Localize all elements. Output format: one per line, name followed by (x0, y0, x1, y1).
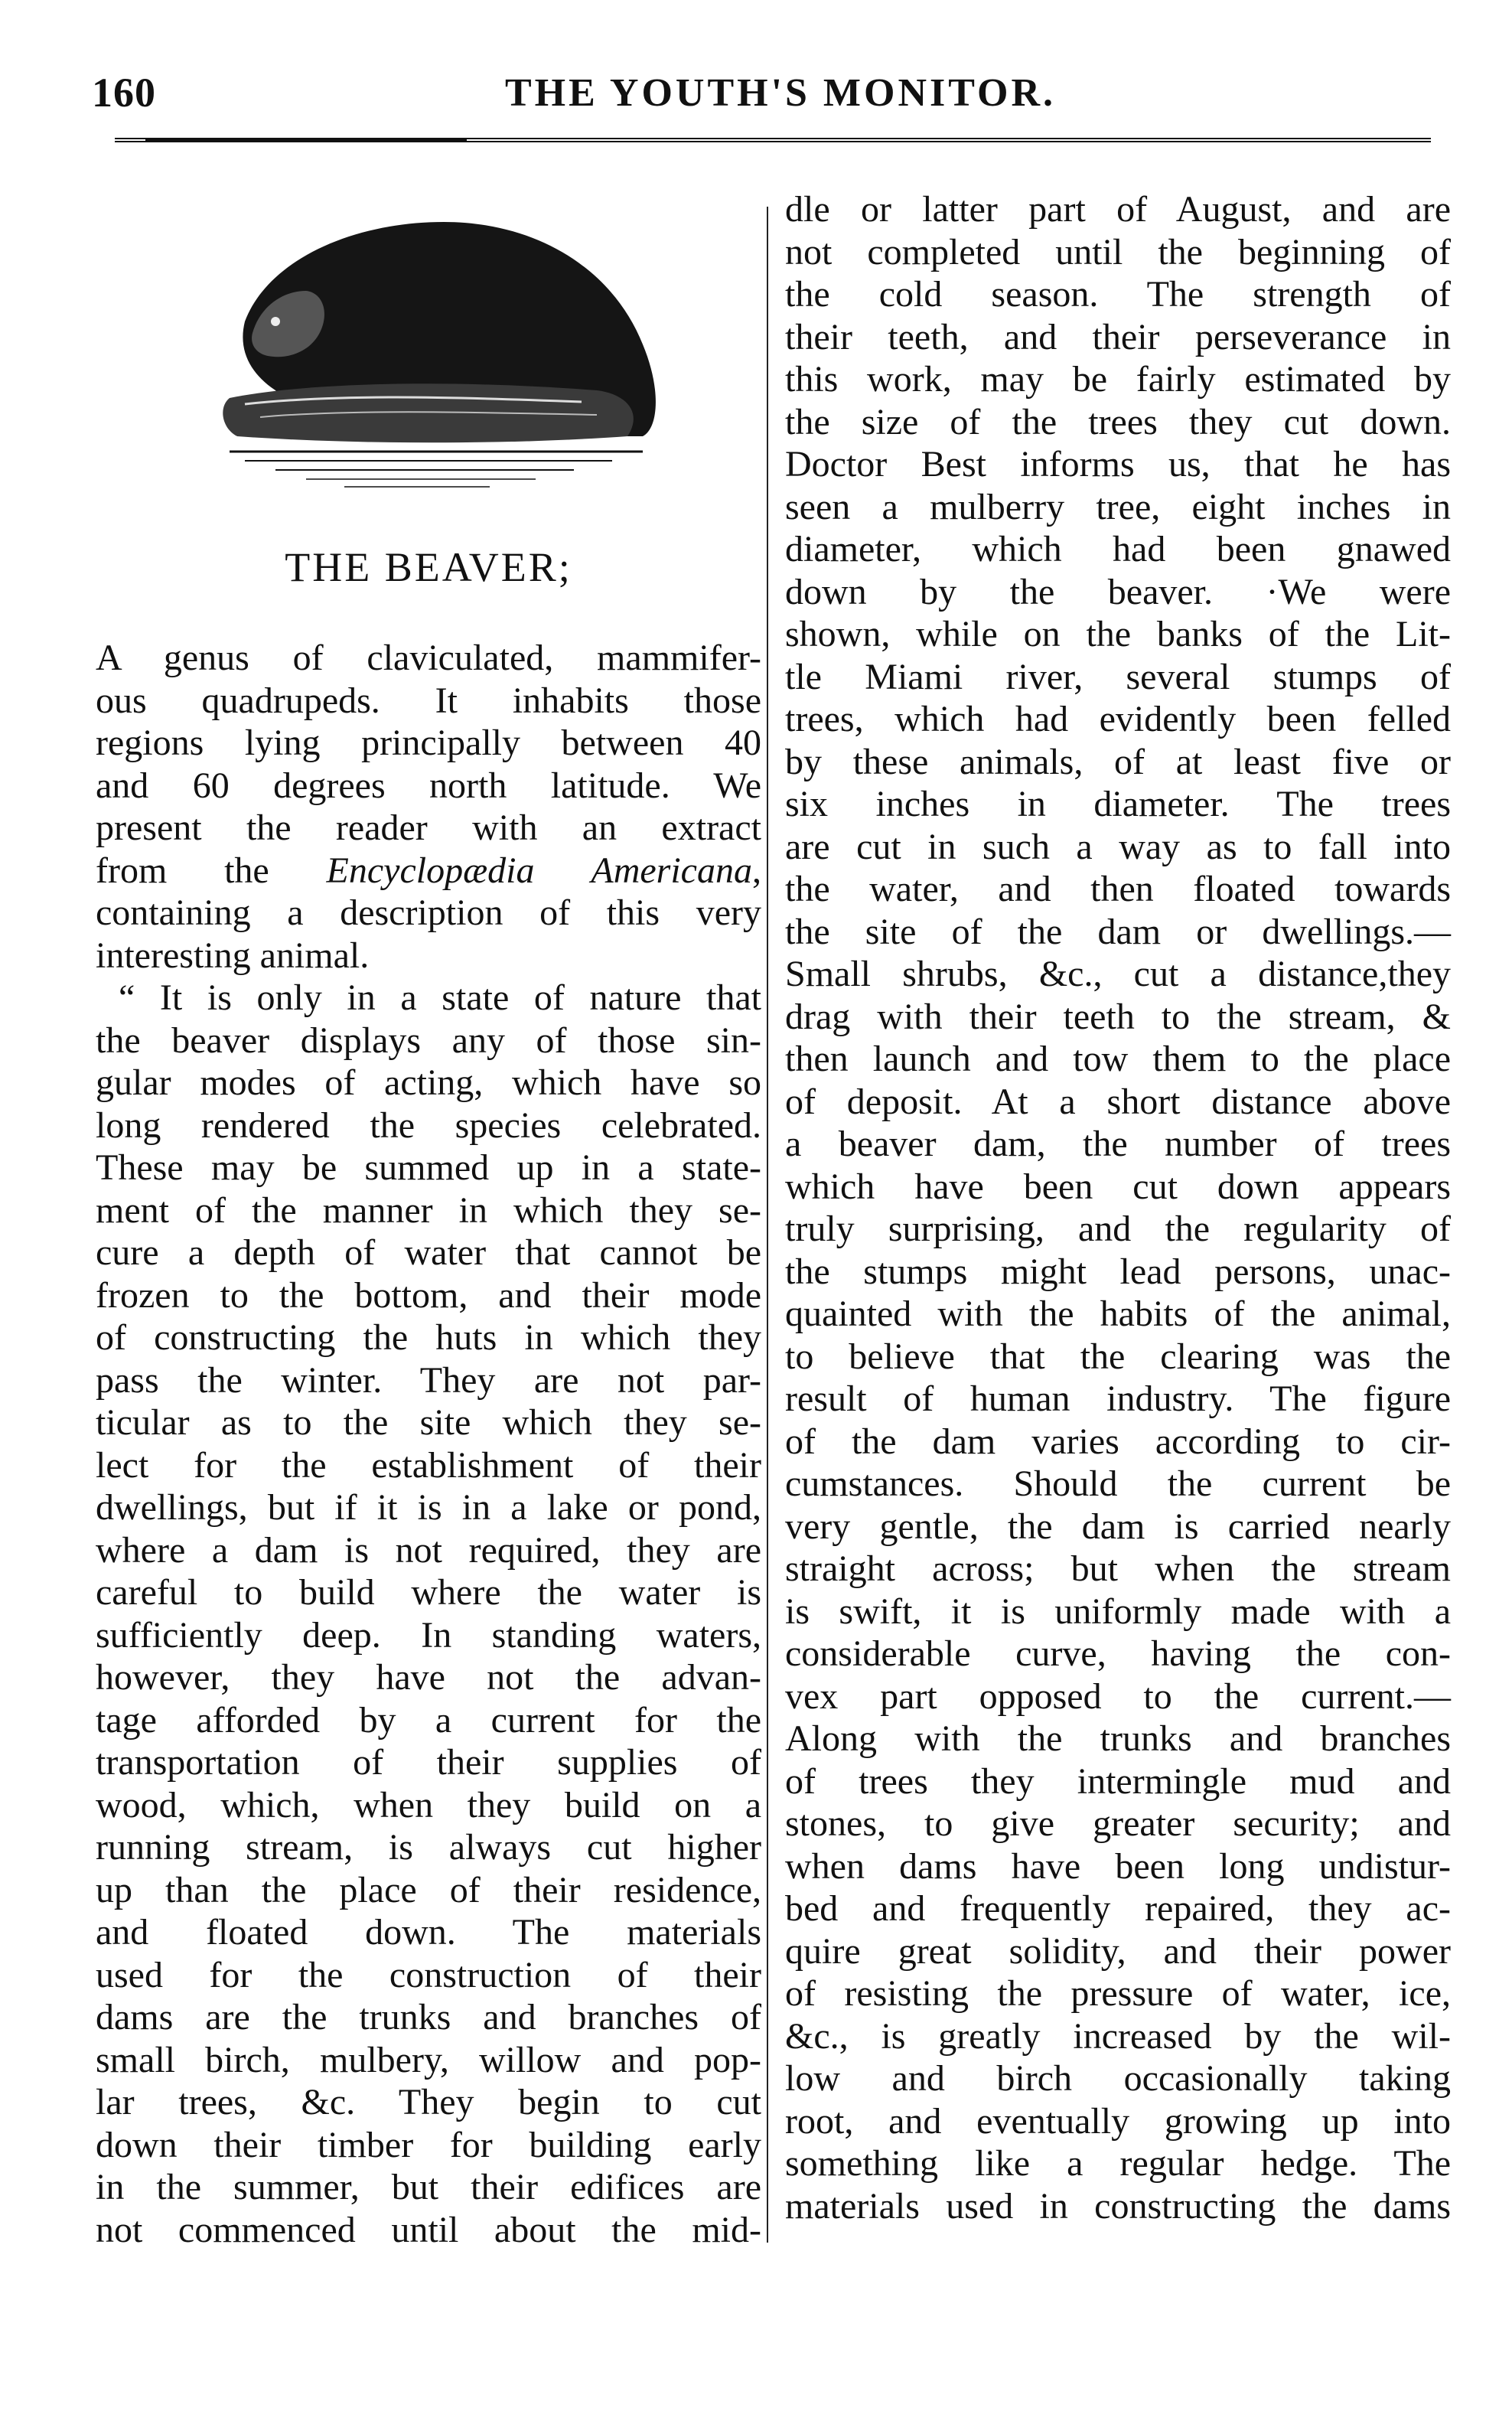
text-line: cumstances. Should the current be (785, 1463, 1451, 1504)
text-line: not completed until the beginning of (785, 231, 1451, 272)
text-line: cure a depth of water that cannot be (96, 1232, 761, 1273)
text-line: pass the winter. They are not par- (96, 1359, 761, 1401)
text-line: transportation of their supplies of (96, 1742, 761, 1783)
text-line: seen a mulberry tree, eight inches in (785, 486, 1451, 527)
text-line: very gentle, the dam is carried nearly (785, 1506, 1451, 1547)
text-line: of trees they intermingle mud and (785, 1760, 1451, 1802)
text-line: interesting animal. (96, 935, 370, 976)
text-line: drag with their teeth to the stream, & (785, 996, 1451, 1037)
text-line: wood, which, when they build on a (96, 1784, 761, 1825)
text-line: These may be summed up in a state- (96, 1147, 761, 1188)
text-line: in the summer, but their edifices are (96, 2167, 761, 2207)
text-line: trees, which had evidently been felled (785, 699, 1451, 739)
text-line: sufficiently deep. In standing waters, (96, 1614, 761, 1656)
text-line: something like a regular hedge. The (785, 2143, 1451, 2184)
text-line: the water, and then floated towards (785, 869, 1451, 909)
right-column-text (785, 188, 1451, 2227)
text-line: down by the beaver. ·We were (785, 571, 1451, 612)
text-line: however, they have not the advan- (96, 1657, 761, 1698)
text-line: where a dam is not required, they are (96, 1529, 761, 1571)
text-line: dwellings, but if it is in a lake or pond, (96, 1487, 761, 1528)
text-line: to believe that the clearing was the (785, 1336, 1451, 1377)
text-line: stones, to give greater security; and (785, 1803, 1451, 1844)
text-line: small birch, mulbery, willow and pop- (96, 2039, 761, 2080)
text-line: dle or latter part of August, and are (785, 189, 1451, 230)
text-line: the beaver displays any of those sin- (96, 1020, 761, 1061)
text-line: of the dam varies according to cir- (785, 1421, 1451, 1462)
text-line: their teeth, and their perseverance in (785, 316, 1451, 357)
text-line: by these animals, of at least five or (785, 741, 1451, 782)
text-line: &c., is greatly increased by the wil- (785, 2015, 1451, 2057)
text-line: lect for the establishment of their (96, 1444, 761, 1486)
text-line: lar trees, &c. They begin to cut (96, 2082, 761, 2122)
text-line: shown, while on the banks of the Lit- (785, 614, 1451, 654)
page-number: 160 (92, 70, 156, 116)
text-line: tage afforded by a current for the (96, 1699, 761, 1741)
text-line: ticular as to the site which they se- (96, 1402, 761, 1443)
text-line: up than the place of their residence, (96, 1869, 761, 1910)
text-line: result of human industry. The figure (785, 1378, 1451, 1419)
text-line: this work, may be fairly estimated by (785, 359, 1451, 400)
text-line: down their timber for building early (96, 2124, 761, 2165)
text-line: straight across; but when the stream (785, 1548, 1451, 1589)
text-line: running stream, is always cut higher (96, 1827, 761, 1868)
text-line: long rendered the species celebrated. (96, 1104, 761, 1146)
text-line: materials used in constructing the dams (785, 2185, 1451, 2227)
text-line: regions lying principally between 40 (96, 723, 761, 763)
text-line: are cut in such a way as to fall into (785, 826, 1451, 867)
text-line: a beaver dam, the number of trees (785, 1124, 1451, 1164)
text-line: when dams have been long undistur- (785, 1845, 1451, 1887)
text-line: which have been cut down appears (785, 1166, 1451, 1207)
text-line: quainted with the habits of the animal, (785, 1294, 1451, 1334)
text-line: of constructing the huts in which they (96, 1317, 761, 1358)
beaver-engraving-icon (214, 207, 673, 513)
text-line: ment of the manner in which they se- (96, 1189, 761, 1231)
column-divider (767, 207, 768, 2243)
running-title: THE YOUTH'S MONITOR. (505, 71, 1056, 115)
text-line: considerable curve, having the con- (785, 1633, 1451, 1674)
text-line: ous quadrupeds. It inhabits those (96, 680, 761, 721)
text-line: gular modes of acting, which have so (96, 1062, 761, 1103)
text-line: frozen to the bottom, and their mode (96, 1274, 761, 1316)
text-line: not commenced until about the mid- (96, 2209, 761, 2250)
text-line: dams are the trunks and branches of (96, 1997, 761, 2037)
text-line: used for the construction of their (96, 1954, 761, 1995)
text-line: is swift, it is uniformly made with a (785, 1590, 1451, 1632)
text-line: “ It is only in a state of nature that (119, 977, 761, 1018)
left-column-text (96, 637, 761, 2251)
text-line: careful to build where the water is (96, 1572, 761, 1613)
text-line: quire great solidity, and their power (785, 1930, 1451, 1972)
text-line: Along with the trunks and branches (785, 1718, 1451, 1759)
article-heading: THE BEAVER; (285, 544, 572, 590)
text-line: the size of the trees they cut down. (785, 401, 1451, 442)
text-line: and floated down. The materials (96, 1912, 761, 1953)
text-line: containing a description of this very (96, 892, 761, 933)
text-line: six inches in diameter. The trees (785, 784, 1451, 824)
text-line: root, and eventually growing up into (785, 2100, 1451, 2142)
text-line: Doctor Best informs us, that he has (785, 444, 1451, 484)
text-line: vex part opposed to the current.— (785, 1675, 1451, 1717)
text-line: diameter, which had been gnawed (785, 529, 1451, 569)
text-line: the site of the dam or dwellings.— (785, 911, 1451, 952)
text-line: the stumps might lead persons, unac- (785, 1251, 1451, 1292)
text-line: of resisting the pressure of water, ice, (785, 1973, 1451, 2014)
text-line: of deposit. At a short distance above (785, 1081, 1451, 1122)
text-line: the cold season. The strength of (785, 274, 1451, 315)
text-line: low and birch occasionally taking (785, 2058, 1451, 2099)
text-line: from the Encyclopædia Americana, (96, 850, 761, 891)
text-line: bed and frequently repaired, they ac- (785, 1888, 1451, 1929)
text-line: A genus of claviculated, mammifer- (96, 638, 761, 678)
text-line: tle Miami river, several stumps of (785, 656, 1451, 697)
header-rule (115, 136, 1431, 144)
text-line: Small shrubs, &c., cut a distance,they (785, 954, 1451, 994)
text-line: present the reader with an extract (96, 807, 761, 848)
text-line: then launch and tow them to the place (785, 1039, 1451, 1079)
text-line: and 60 degrees north latitude. We (96, 765, 761, 806)
text-line: truly surprising, and the regularity of (785, 1209, 1451, 1249)
